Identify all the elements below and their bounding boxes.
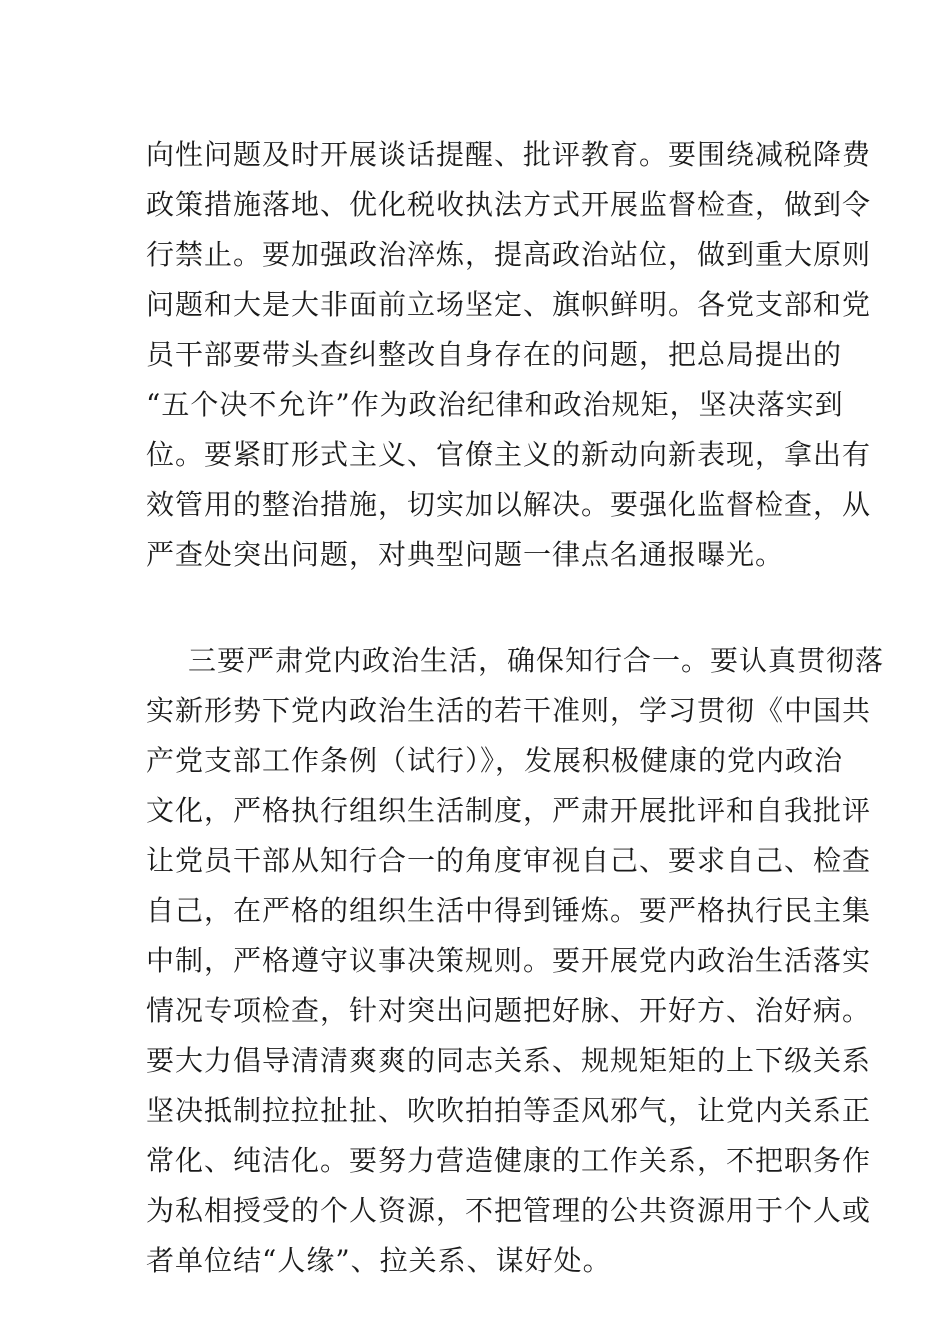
text-line: 自己，在严格的组织生活中得到锤炼。要严格执行民主集 [146, 894, 872, 927]
text-line: 行禁止。要加强政治淬炼，提高政治站位，做到重大原则 [146, 238, 872, 271]
text-line: “五个决不允许”作为政治纪律和政治规矩，坚决落实到 [146, 388, 844, 421]
text-line: 者单位结“人缘”、拉关系、谋好处。 [146, 1244, 612, 1277]
text-line: 员干部要带头查纠整改自身存在的问题，把总局提出的 [146, 338, 843, 371]
text-line-first: 三要严肃党内政治生活，确保知行合一。要认真贯彻落 [188, 644, 885, 677]
text-line: 为私相授受的个人资源，不把管理的公共资源用于个人或 [146, 1194, 872, 1227]
text-line: 情况专项检查，针对突出问题把好脉、开好方、治好病。 [146, 994, 872, 1027]
text-line: 坚决抵制拉拉扯扯、吹吹拍拍等歪风邪气，让党内关系正 [146, 1094, 872, 1127]
text-line: 位。要紧盯形式主义、官僚主义的新动向新表现，拿出有 [146, 438, 872, 471]
paragraph-continuation [146, 130, 872, 580]
text-line: 让党员干部从知行合一的角度审视自己、要求自己、检查 [146, 844, 872, 877]
text-line: 严查处突出问题，对典型问题一律点名通报曝光。 [146, 538, 785, 571]
text-line: 政策措施落地、优化税收执法方式开展监督检查，做到令 [146, 188, 872, 221]
text-line: 产党支部工作条例（试行）》，发展积极健康的党内政治 [146, 744, 844, 777]
text-line: 中制，严格遵守议事决策规则。要开展党内政治生活落实 [146, 944, 872, 977]
paragraph-section-three [146, 636, 885, 1286]
text-line: 效管用的整治措施，切实加以解决。要强化监督检查，从 [146, 488, 872, 521]
text-line: 问题和大是大非面前立场坚定、旗帜鲜明。各党支部和党 [146, 288, 872, 321]
text-line: 向性问题及时开展谈话提醒、批评教育。要围绕减税降费 [146, 138, 872, 171]
text-line: 常化、纯洁化。要努力营造健康的工作关系，不把职务作 [146, 1144, 872, 1177]
text-line: 要大力倡导清清爽爽的同志关系、规规矩矩的上下级关系 [146, 1044, 872, 1077]
text-line: 实新形势下党内政治生活的若干准则，学习贯彻《中国共 [146, 694, 872, 727]
text-line: 文化，严格执行组织生活制度，严肃开展批评和自我批评 [146, 794, 872, 827]
